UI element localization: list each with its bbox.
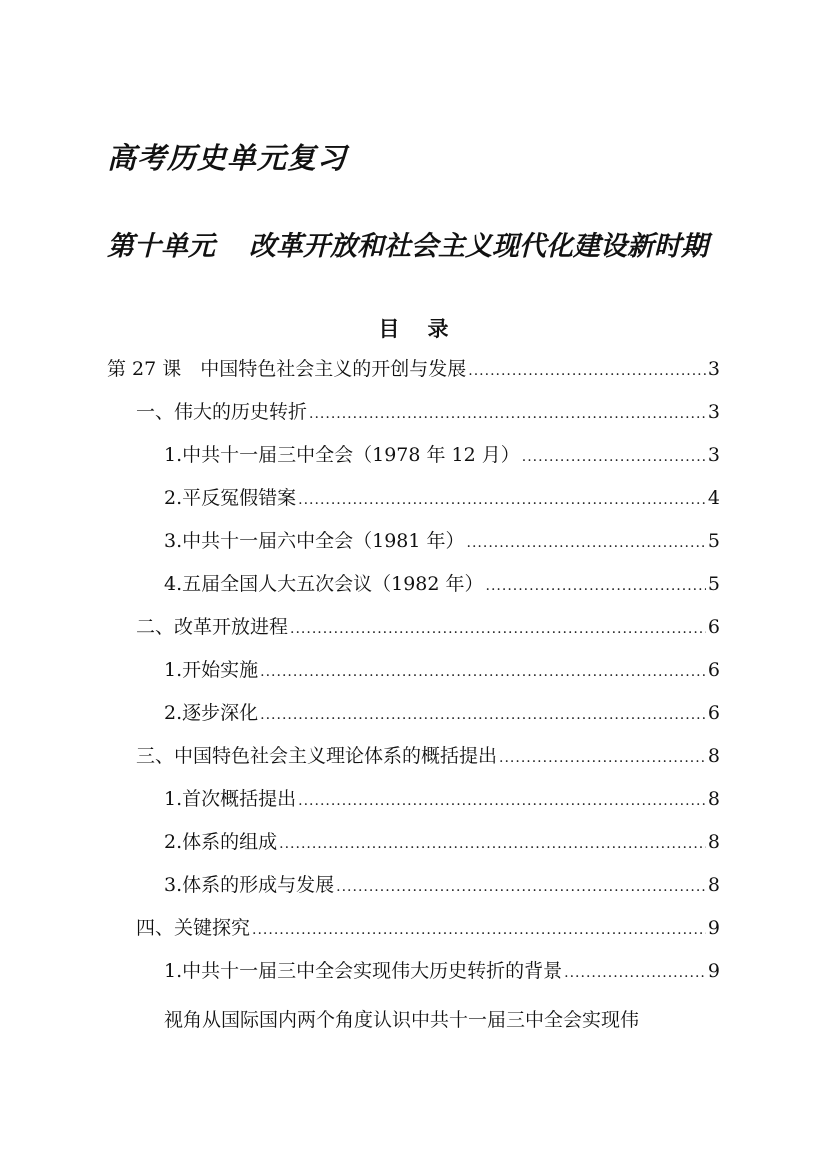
toc-entry-label: 2.平反冤假错案 — [164, 487, 297, 509]
toc-entry-label: 3.体系的形成与发展 — [164, 874, 335, 896]
toc-leader — [486, 571, 706, 601]
toc-entry-page: 6 — [707, 616, 720, 638]
toc-entry-section-4[interactable] — [136, 913, 720, 943]
toc-entry-label: 1.首次概括提出 — [164, 788, 297, 810]
toc-entry-page: 8 — [707, 874, 720, 896]
toc-entry-page: 3 — [707, 358, 720, 380]
toc-entry-lesson-27[interactable] — [107, 354, 720, 384]
toc-heading-char-2: 录 — [427, 316, 449, 341]
toc-leader — [564, 958, 706, 988]
toc-entry-label: 2.逐步深化 — [164, 702, 259, 724]
toc-entry-page: 4 — [707, 487, 720, 509]
toc-entry-page: 8 — [707, 745, 720, 767]
toc-entry-3-2[interactable] — [164, 827, 720, 857]
toc-heading-char-1: 目 — [378, 316, 400, 341]
toc-leader — [290, 614, 706, 644]
toc-entry-1-1[interactable] — [164, 440, 720, 470]
toc-leader — [260, 700, 706, 730]
toc-entry-section-1[interactable] — [136, 397, 720, 427]
toc-entry-page: 6 — [707, 659, 720, 681]
toc-leader — [467, 528, 706, 558]
toc-entry-1-2[interactable] — [164, 483, 720, 513]
toc-entry-label: 一、伟大的历史转折 — [136, 401, 308, 423]
body-text: 视角从国际国内两个角度认识中共十一届三中全会实现伟 — [164, 1009, 640, 1031]
toc-leader — [252, 915, 706, 945]
toc-entry-label: 四、关键探究 — [136, 917, 251, 939]
toc-entry-3-1[interactable] — [164, 784, 720, 814]
toc-entry-page: 6 — [707, 702, 720, 724]
toc-leader — [298, 786, 706, 816]
toc-entry-label: 二、改革开放进程 — [136, 616, 289, 638]
document-title: 高考历史单元复习 — [107, 141, 348, 175]
toc-entry-1-3[interactable] — [164, 526, 720, 556]
toc-entry-label: 1.中共十一届三中全会实现伟大历史转折的背景 — [164, 960, 563, 982]
toc-heading — [0, 313, 827, 343]
toc-entry-page: 5 — [707, 530, 720, 552]
toc-entry-label: 1.中共十一届三中全会（1978 年 12 月） — [164, 444, 520, 466]
toc-leader — [309, 399, 706, 429]
toc-entry-page: 8 — [707, 831, 720, 853]
toc-leader — [336, 872, 706, 902]
toc-entry-page: 8 — [707, 788, 720, 810]
toc-leader — [522, 442, 706, 472]
toc-entry-label: 2.体系的组成 — [164, 831, 278, 853]
toc-entry-page: 3 — [707, 401, 720, 423]
toc-leader — [468, 356, 706, 386]
toc-entry-section-3[interactable] — [136, 741, 720, 771]
toc-entry-page: 9 — [707, 917, 720, 939]
toc-entry-2-2[interactable] — [164, 698, 720, 728]
toc-entry-page: 5 — [707, 573, 720, 595]
toc-leader — [279, 829, 706, 859]
toc-entry-page: 9 — [707, 960, 720, 982]
toc-entry-label: 三、中国特色社会主义理论体系的概括提出 — [136, 745, 498, 767]
toc-entry-1-4[interactable] — [164, 569, 720, 599]
toc-entry-label: 第 27 课 中国特色社会主义的开创与发展 — [107, 358, 467, 380]
unit-number: 第十单元 — [107, 231, 215, 262]
toc-entry-4-1[interactable] — [164, 956, 720, 986]
toc-entry-label: 1.开始实施 — [164, 659, 259, 681]
toc-leader — [499, 743, 706, 773]
unit-title — [107, 224, 708, 263]
toc-entry-label: 3.中共十一届六中全会（1981 年） — [164, 530, 465, 552]
toc-entry-label: 4.五届全国人大五次会议（1982 年） — [164, 573, 484, 595]
toc-leader — [260, 657, 706, 687]
toc-entry-section-2[interactable] — [136, 612, 720, 642]
toc-leader — [298, 485, 706, 515]
toc-entry-3-3[interactable] — [164, 870, 720, 900]
toc-entry-2-1[interactable] — [164, 655, 720, 685]
unit-name: 改革开放和社会主义现代化建设新时期 — [249, 231, 708, 262]
toc-entry-page: 3 — [707, 444, 720, 466]
